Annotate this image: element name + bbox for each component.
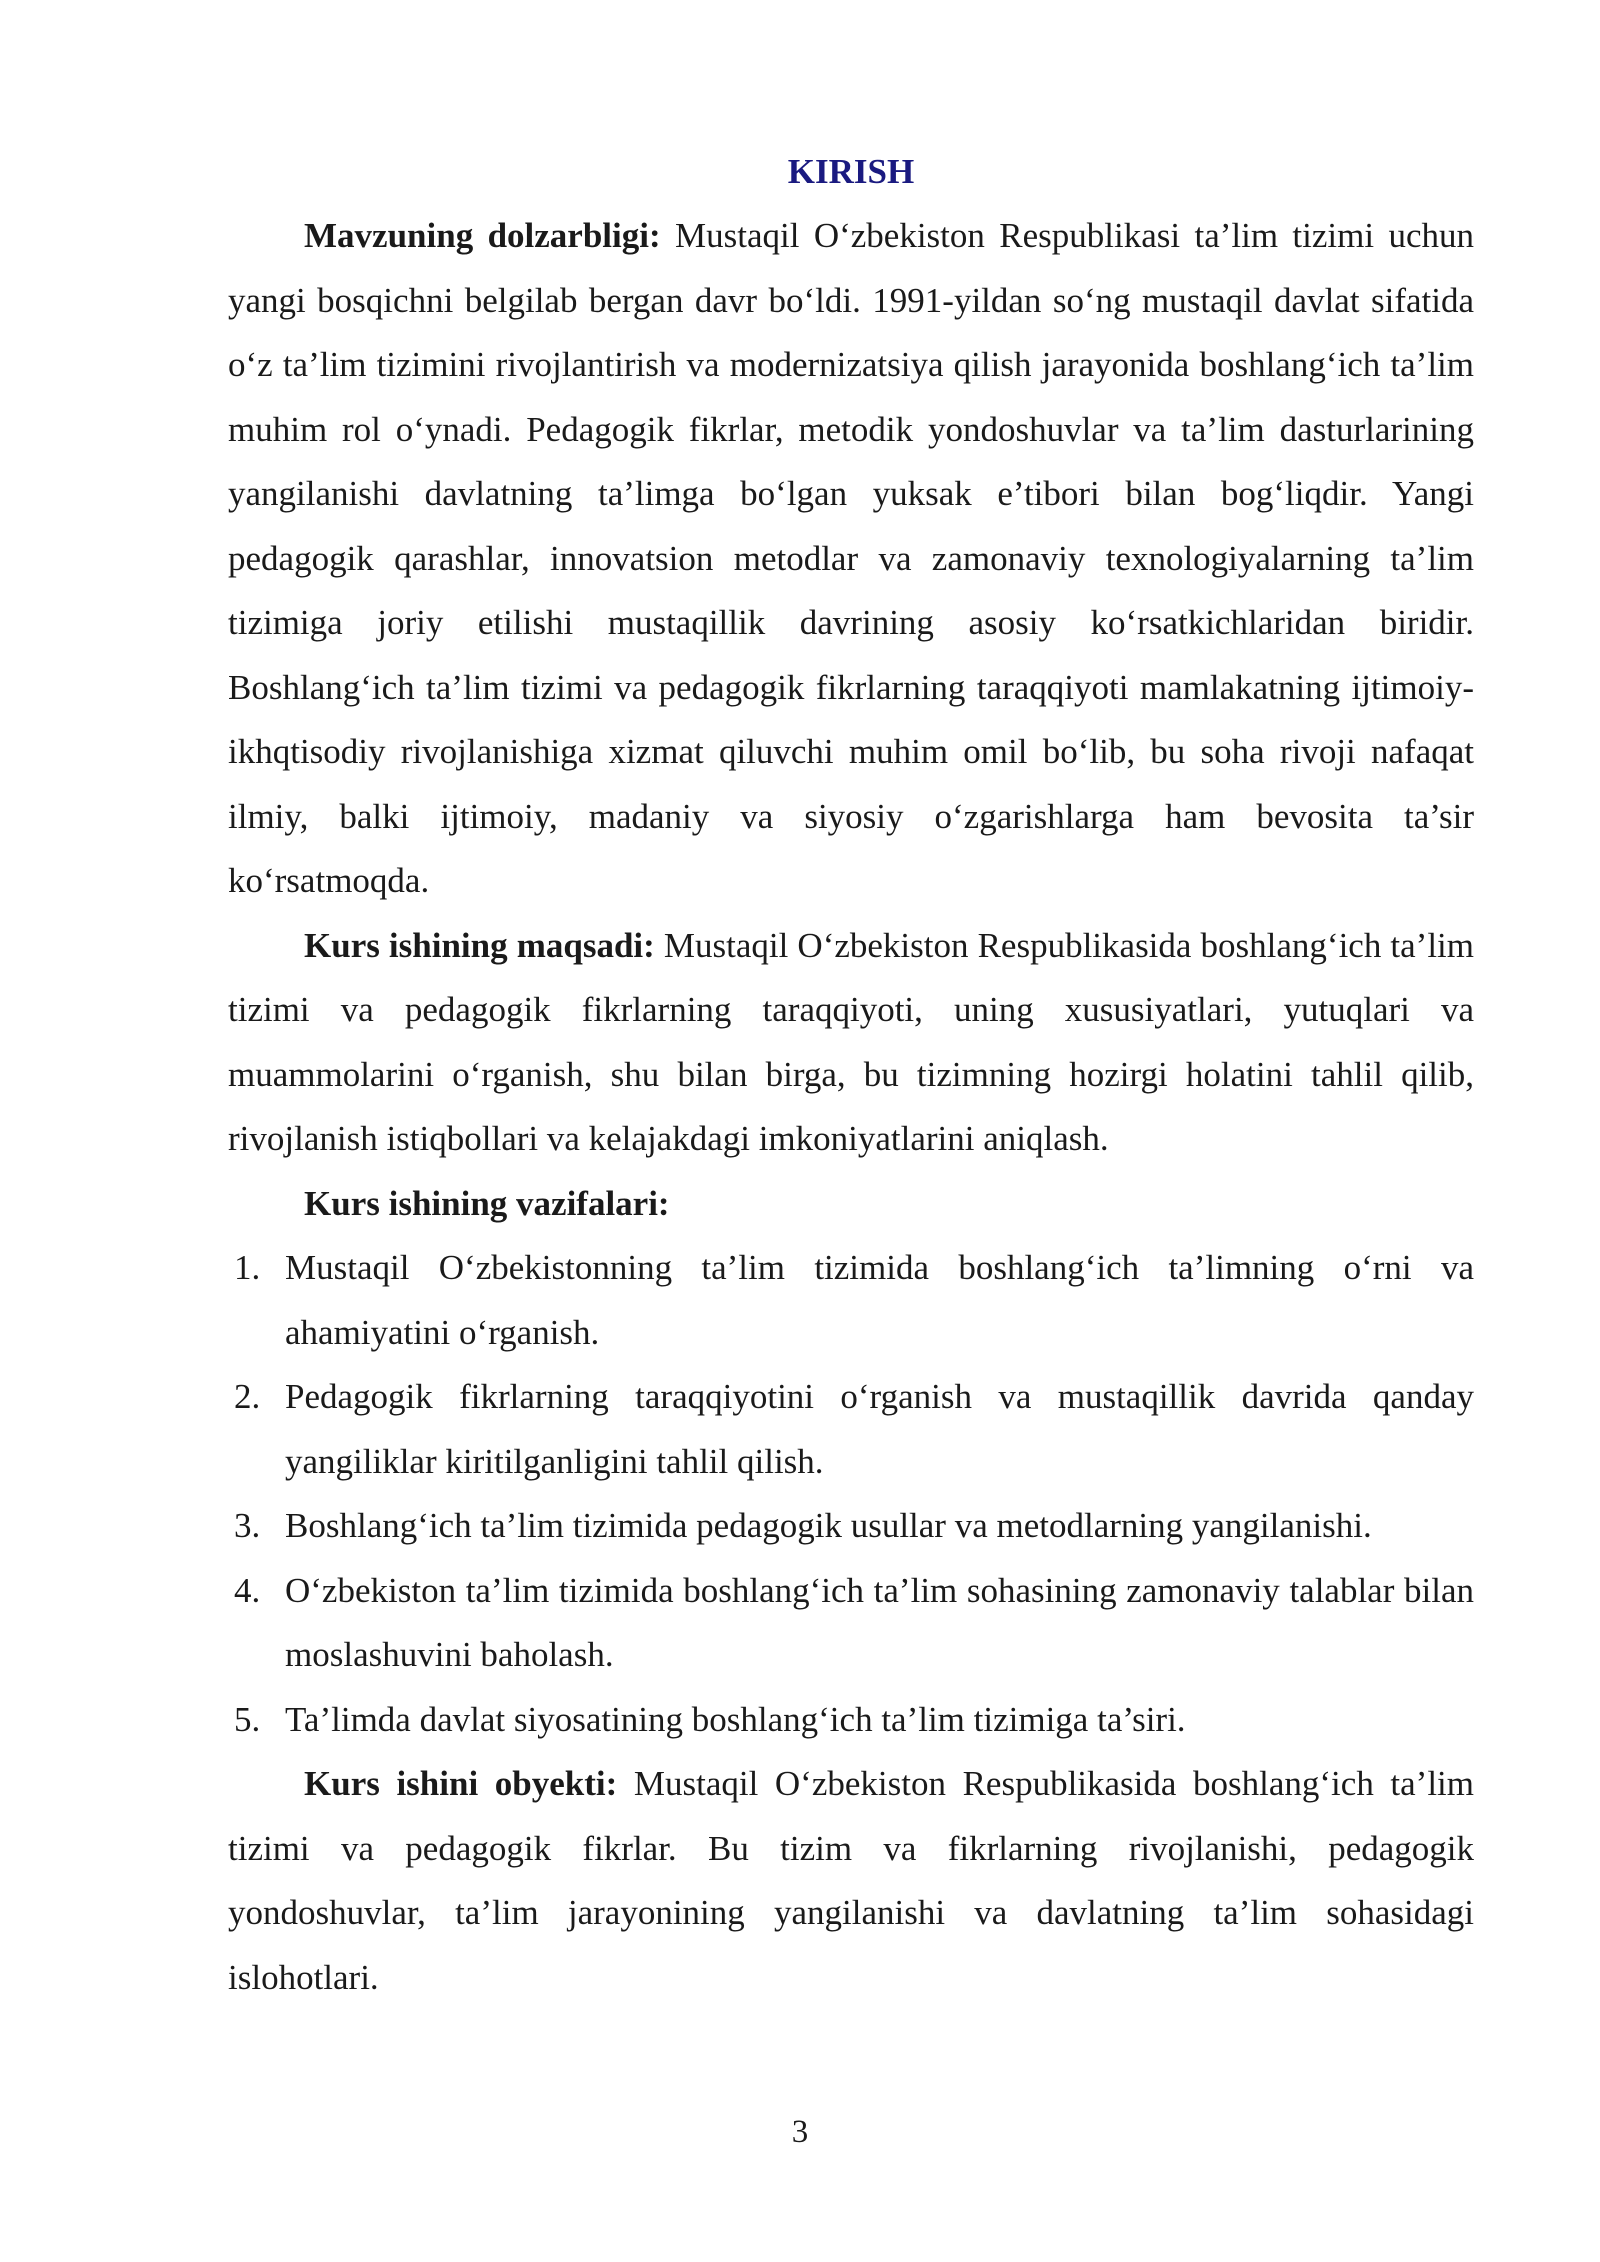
list-item: [228, 1236, 1474, 1365]
list-item-text: Ta’limda davlat siyosatining boshlang‘ich ta’lim tizimiga ta’siri.: [285, 1699, 1186, 1739]
goal-text: Mustaqil O‘zbekiston Respublikasida boshlang‘ich ta’lim tizimi va pedagogik fikrlarning taraqqiyoti, uning xususiyatlari, yutuqlari va muammolarini o‘rganish, shu bilan birga, bu tizimning hozirgi holatini tahlil qilib, rivojlanish istiqbollari va kelajakdagi imkoniyatlarini aniqlash.: [228, 925, 1474, 1158]
list-item-number: 4.: [234, 1570, 261, 1610]
goal-label: Kurs ishining maqsadi:: [304, 925, 655, 965]
relevance-label: Mavzuning dolzarbligi:: [304, 216, 661, 255]
list-item: [228, 1494, 1474, 1559]
relevance-text: Mustaqil O‘zbekiston Respublikasi ta’lim tizimi uchun yangi bosqichni belgilab bergan davr bo‘ldi. 1991-yildan so‘ng mustaqil davlat sifatida o‘z ta’lim tizimini rivojlantirish va modernizatsiya qilish jarayonida boshlang‘ich ta’lim muhim rol o‘ynadi. Pedagogik fikrlar, metodik yondoshuvlar va ta’lim dasturlarining yangilanishi davlatning ta’limga bo‘lgan yuksak e’tibori bilan bog‘liqdir. Yangi pedagogik qarashlar, innovatsion metodlar va zamonaviy texnologiyalarning ta’lim tizimiga joriy etilishi mustaqillik davrining asosiy ko‘rsatkichlaridan biridir. Boshlang‘ich ta’lim tizimi va pedagogik fikrlarning taraqqiyoti mamlakatning ijtimoiy-ikhqtisodiy rivojlanishiga xizmat qiluvchi muhim omil bo‘lib, bu soha rivoji nafaqat ilmiy, balki ijtimoiy, madaniy va siyosiy o‘zgarishlarga ham bevosita ta’sir ko‘rsatmoqda.: [228, 216, 1474, 900]
tasks-list: [228, 1236, 1474, 1752]
list-item-number: 1.: [234, 1248, 261, 1287]
object-paragraph: [228, 1752, 1474, 2010]
list-item: [228, 1559, 1474, 1688]
list-item-number: 3.: [234, 1506, 261, 1545]
section-heading: KIRISH: [787, 152, 915, 191]
list-item: [228, 1688, 1474, 1753]
relevance-paragraph: [228, 204, 1474, 914]
goal-paragraph: [228, 914, 1474, 1172]
list-item-text: Boshlang‘ich ta’lim tizimida pedagogik usullar va metodlarning yangilanishi.: [285, 1506, 1372, 1545]
list-item-number: 5.: [234, 1699, 261, 1739]
list-item-text: Pedagogik fikrlarning taraqqiyotini o‘rganish va mustaqillik davrida qanday yangiliklar kiritilganligini tahlil qilish.: [285, 1377, 1474, 1481]
list-item-text: Mustaqil O‘zbekistonning ta’lim tizimida boshlang‘ich ta’limning o‘rni va ahamiyatini o‘rganish.: [285, 1248, 1474, 1352]
object-label: Kurs ishini obyekti:: [304, 1764, 618, 1803]
list-item-number: 2.: [234, 1377, 261, 1416]
page-number: 3: [791, 2114, 809, 2150]
list-item-text: O‘zbekiston ta’lim tizimida boshlang‘ich ta’lim sohasining zamonaviy talablar bilan moslashuvini baholash.: [285, 1570, 1474, 1674]
list-item: [228, 1365, 1474, 1494]
document-page: [228, 140, 1474, 2010]
tasks-heading: Kurs ishining vazifalari:: [304, 1183, 670, 1223]
object-text: Mustaqil O‘zbekiston Respublikasida boshlang‘ich ta’lim tizimi va pedagogik fikrlar. Bu tizim va fikrlarning rivojlanishi, pedagogik yondoshuvlar, ta’lim jarayonining yangilanishi va davlatning ta’lim sohasidagi islohotlari.: [228, 1764, 1474, 1997]
